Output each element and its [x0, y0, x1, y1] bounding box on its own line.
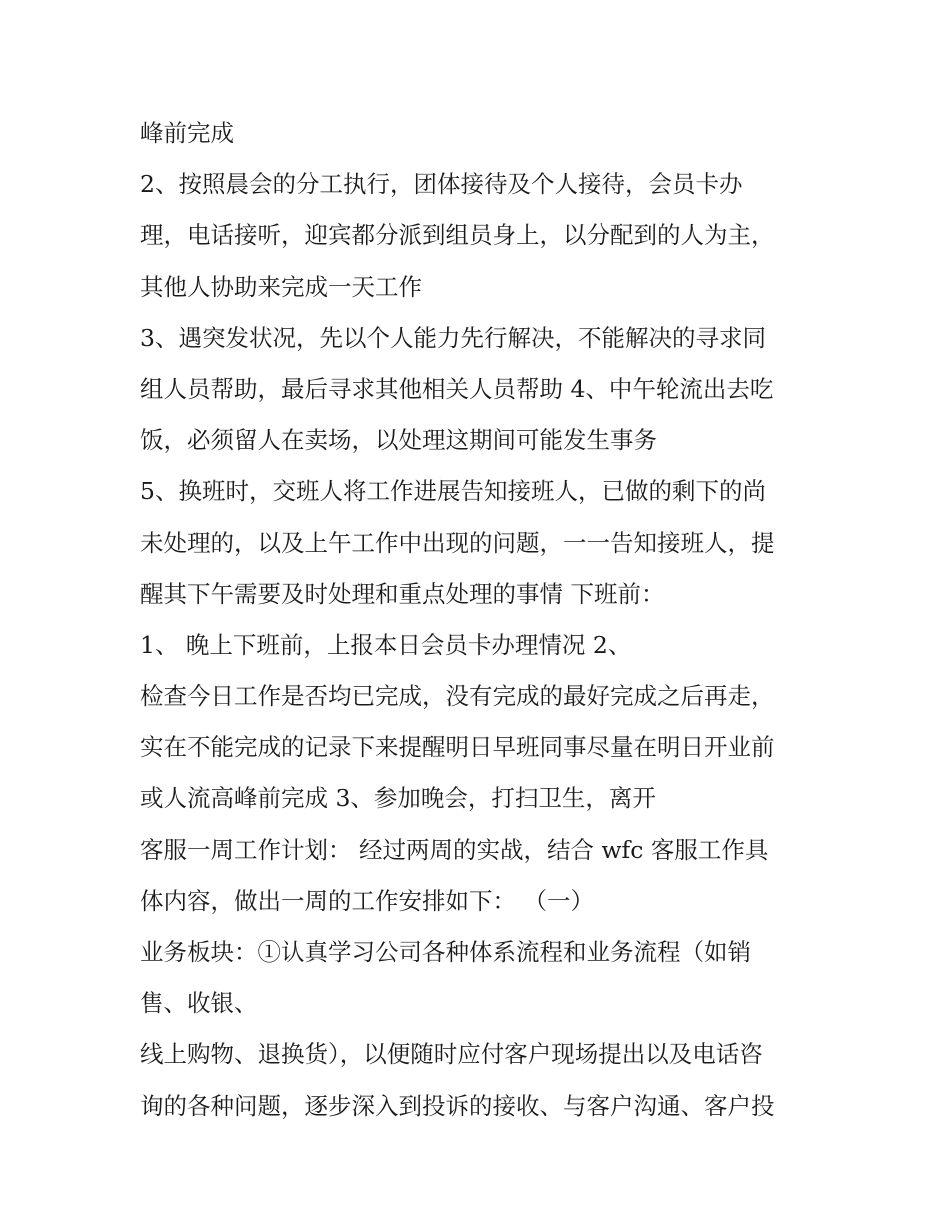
text-line: 线上购物、退换货），以便随时应付客户现场提出以及电话咨	[140, 1040, 763, 1069]
text-line: 或人流高峰前完成 3、参加晚会，打扫卫生，离开	[140, 784, 656, 813]
text-line: 2、按照晨会的分工执行，团体接待及个人接待，会员卡办	[140, 170, 743, 199]
text-line: 1、 晚上下班前，上报本日会员卡办理情况 2、	[140, 630, 632, 659]
text-line: 售、收银、	[140, 989, 258, 1018]
text-line: 峰前完成	[140, 119, 234, 147]
text-line: 组人员帮助，最后寻求其他相关人员帮助 4、中午轮流出去吃	[140, 374, 774, 403]
text-line: 其他人协助来完成一天工作	[140, 272, 422, 301]
text-line: 理，电话接听，迎宾都分派到组员身上，以分配到的人为主，	[140, 221, 775, 250]
text-line: 3、遇突发状况，先以个人能力先行解决，不能解决的寻求同	[140, 323, 766, 352]
text-line: 检查今日工作是否均已完成，没有完成的最好完成之后再走，	[140, 682, 775, 711]
text-line: 询的各种问题，逐步深入到投诉的接收、与客户沟通、客户投	[140, 1091, 775, 1120]
text-line: 未处理的，以及上午工作中出现的问题，一一告知接班人，提	[140, 528, 775, 557]
body-text	[140, 108, 830, 1132]
text-line: 醒其下午需要及时处理和重点处理的事情 下班前：	[140, 579, 665, 608]
text-line: 业务板块：①认真学习公司各种体系流程和业务流程（如销	[140, 938, 751, 966]
text-line: 饭，必须留人在卖场，以处理这期间可能发生事务	[140, 426, 657, 455]
text-line: 客服一周工作计划： 经过两周的实战，结合 wfc 客服工作具	[140, 835, 769, 864]
text-line: 5、换班时，交班人将工作进展告知接班人，已做的剩下的尚	[140, 477, 766, 506]
text-line: 体内容，做出一周的工作安排如下： （一）	[140, 886, 594, 915]
text-line: 实在不能完成的记录下来提醒明日早班同事尽量在明日开业前	[140, 733, 775, 762]
